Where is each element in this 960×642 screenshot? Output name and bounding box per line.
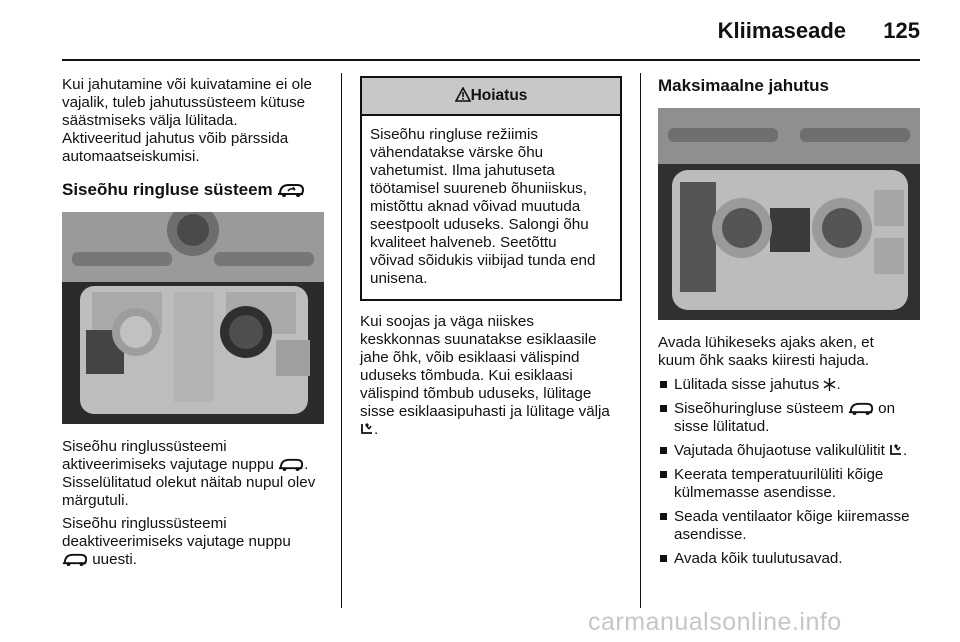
text-line: Siseõhu ringlussüsteemi bbox=[62, 515, 227, 532]
section-heading-max-cooling: Maksimaalne jahutus bbox=[658, 76, 830, 95]
recirculation-on-paragraph: Siseõhu ringlussüsteemi aktiveerimiseks vajutage nuppu . Sisselülitatud olekut näitab nupul olev märgutuli. bbox=[62, 438, 316, 509]
column-middle bbox=[360, 76, 624, 439]
warning-body bbox=[362, 116, 620, 299]
text-line: Keerata temperatuurilüliti kõige bbox=[674, 466, 884, 483]
text-line: seestpoolt uduseks. Salongi õhu bbox=[370, 216, 589, 233]
fogging-paragraph: Kui soojas ja väga niiskes keskkonnas suunatakse esiklaasile jahe õhk, võib esiklaasi välispind uduseks tõmbuda. Kui esiklaasi välispind tõmbub uduseks, lülitage sisse esiklaasipuhasti ja lülitage välja . bbox=[360, 313, 610, 438]
recirculation-icon bbox=[278, 458, 304, 471]
text-line: vajalik, tuleb jahutussüsteem kütuse bbox=[62, 94, 306, 111]
section-heading-recirculation bbox=[62, 180, 334, 200]
column-left bbox=[62, 76, 334, 569]
text-line: uuesti. bbox=[92, 551, 137, 568]
photo-climate-panel-max-cooling bbox=[658, 108, 920, 320]
text-line: Siseõhuringluse süsteem bbox=[674, 400, 844, 417]
text-line: aktiveerimiseks vajutage nuppu bbox=[62, 456, 274, 473]
warning-header bbox=[362, 78, 620, 116]
page-number: 125 bbox=[883, 18, 920, 43]
warning-triangle-icon bbox=[455, 87, 471, 102]
text-line: Sisselülitatud olekut näitab nupul olev bbox=[62, 474, 316, 491]
list-item bbox=[658, 466, 924, 502]
text-line: Kui jahutamine või kuivatamine ei ole bbox=[62, 76, 312, 93]
watermark: carmanualsonline.info bbox=[588, 608, 842, 636]
text-line: võivad sõidukis viibijad tunda end bbox=[370, 252, 596, 269]
text-line: mistõttu aknad võivad muutuda bbox=[370, 198, 581, 215]
text-line: unisena. bbox=[370, 270, 428, 287]
text-line: kuum õhk saaks kiiresti hajuda. bbox=[658, 352, 870, 369]
list-item bbox=[658, 442, 924, 460]
text-line: Avada lühikeseks ajaks aken, et bbox=[658, 334, 874, 351]
text-line: Aktiveeritud jahutus võib pärssida bbox=[62, 130, 289, 147]
max-cooling-steps bbox=[658, 376, 924, 568]
text-suffix: . bbox=[836, 376, 841, 393]
photo-climate-panel-recirculation bbox=[62, 212, 324, 424]
text-line: Seada ventilaator kõige kiiremasse bbox=[674, 508, 910, 525]
text-line: välispind tõmbub uduseks, lülitage bbox=[360, 385, 592, 402]
recirculation-icon bbox=[848, 402, 874, 415]
page-header-title: Kliimaseade bbox=[717, 18, 846, 43]
warning-box bbox=[360, 76, 622, 301]
snowflake-icon bbox=[823, 378, 836, 391]
max-cooling-intro bbox=[658, 334, 924, 370]
warning-title: Hoiatus bbox=[470, 87, 528, 104]
text-line: kvaliteet halveneb. Seetõttu bbox=[370, 234, 557, 251]
text-line: märgutuli. bbox=[62, 492, 129, 509]
text-suffix: . bbox=[903, 442, 908, 459]
text-line: keskkonnas suunatakse esiklaasile bbox=[360, 331, 597, 348]
text-line: deaktiveerimiseks vajutage nuppu bbox=[62, 533, 291, 550]
text-line: Lülitada sisse jahutus bbox=[674, 376, 820, 393]
text-line: Avada kõik tuulutusavad. bbox=[674, 550, 843, 567]
text-line: Vajutada õhujaotuse valikulülitit bbox=[674, 442, 885, 459]
text-line: külmemasse asendisse. bbox=[674, 484, 837, 501]
text-line: vahetumist. Ilma jahutuseta bbox=[370, 162, 555, 179]
intro-paragraph bbox=[62, 76, 334, 166]
recirculation-off-paragraph bbox=[62, 515, 334, 569]
list-item bbox=[658, 508, 924, 544]
text-line: Kui soojas ja väga niiskes bbox=[360, 313, 534, 330]
text-line: sisse esiklaasipuhasti ja lülitage välja bbox=[360, 403, 610, 420]
header-divider bbox=[62, 59, 920, 61]
list-item bbox=[658, 550, 924, 568]
text-line: asendisse. bbox=[674, 526, 747, 543]
text-line: Siseõhu ringluse režiimis bbox=[370, 126, 538, 143]
recirculation-icon bbox=[277, 183, 305, 197]
air-distribution-icon bbox=[889, 443, 903, 457]
column-divider-2 bbox=[640, 73, 641, 608]
heading-text: Siseõhu ringluse süsteem bbox=[62, 180, 273, 199]
text-line: uduseks tõmbuda. Kui esiklaasi bbox=[360, 367, 573, 384]
text-line: töötamisel suureneb õhuniiskus, bbox=[370, 180, 587, 197]
text-line: automaatseiskumisi. bbox=[62, 148, 200, 165]
text-line: jahe õhk, võib esiklaasi välispind bbox=[360, 349, 580, 366]
column-divider-1 bbox=[341, 73, 342, 608]
list-item bbox=[658, 400, 924, 436]
text-suffix: on bbox=[873, 400, 896, 417]
recirculation-icon bbox=[62, 553, 88, 566]
text-line: säästmiseks välja lülitada. bbox=[62, 112, 238, 129]
column-right bbox=[658, 76, 924, 574]
text-line: Siseõhu ringlussüsteemi bbox=[62, 438, 227, 455]
text-line: sisse lülitatud. bbox=[674, 418, 770, 435]
text-line: vähendatakse värske õhu bbox=[370, 144, 544, 161]
air-distribution-icon bbox=[360, 422, 374, 436]
list-item bbox=[658, 376, 924, 394]
